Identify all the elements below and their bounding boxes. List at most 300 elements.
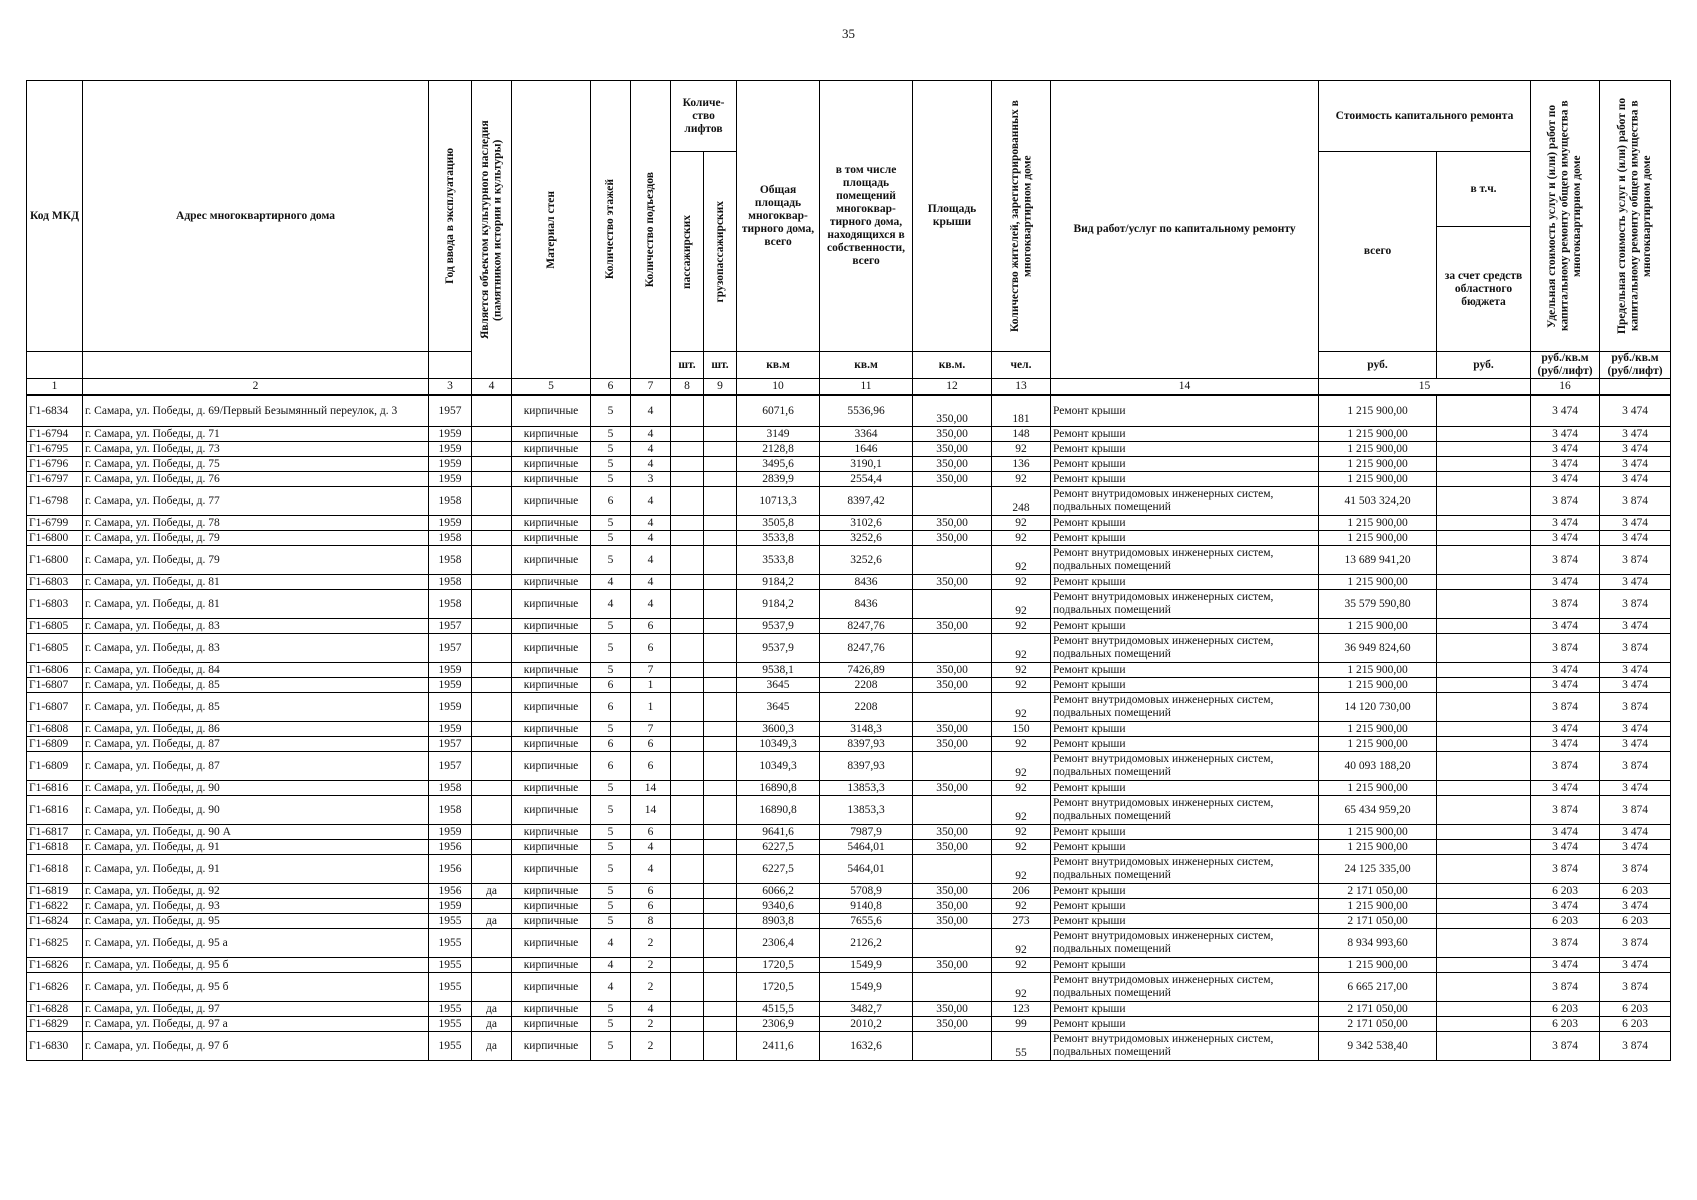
cell-lifts-cargo bbox=[704, 546, 737, 575]
cell-lifts-passenger bbox=[671, 693, 704, 722]
header-heritage: Является объектом культурного наследия (памятником истории и культуры) bbox=[472, 81, 512, 379]
cell-lifts-cargo bbox=[704, 516, 737, 531]
cell-cost-total: 1 215 900,00 bbox=[1319, 395, 1437, 427]
cell-owned-area: 3252,6 bbox=[820, 546, 913, 575]
cell-heritage: да bbox=[472, 884, 512, 899]
cell-lifts-cargo bbox=[704, 737, 737, 752]
cell-address: г. Самара, ул. Победы, д. 95 bbox=[83, 914, 429, 929]
cell-cost-regional bbox=[1437, 575, 1531, 590]
cell-unit-cost: 3 474 bbox=[1531, 663, 1600, 678]
cell-owned-area: 9140,8 bbox=[820, 899, 913, 914]
cell-unit-cost: 3 874 bbox=[1531, 634, 1600, 663]
table-row bbox=[27, 442, 1671, 457]
cell-roof-area bbox=[913, 590, 992, 619]
cell-cost-total: 1 215 900,00 bbox=[1319, 825, 1437, 840]
cell-year: 1959 bbox=[429, 516, 472, 531]
cell-floors: 5 bbox=[591, 427, 631, 442]
cell-total-area: 6066,2 bbox=[737, 884, 820, 899]
cell-roof-area: 350,00 bbox=[913, 840, 992, 855]
cell-owned-area: 5708,9 bbox=[820, 884, 913, 899]
table-row bbox=[27, 929, 1671, 958]
cell-cost-total: 1 215 900,00 bbox=[1319, 781, 1437, 796]
cell-total-area: 10713,3 bbox=[737, 487, 820, 516]
cell-total-area: 9184,2 bbox=[737, 590, 820, 619]
cell-heritage bbox=[472, 663, 512, 678]
cell-unit-cost: 3 874 bbox=[1531, 796, 1600, 825]
cell-unit-cost: 3 474 bbox=[1531, 457, 1600, 472]
cell-heritage bbox=[472, 929, 512, 958]
cell-address: г. Самара, ул. Победы, д. 84 bbox=[83, 663, 429, 678]
cell-owned-area: 5536,96 bbox=[820, 395, 913, 427]
cell-cost-regional bbox=[1437, 929, 1531, 958]
cell-residents: 92 bbox=[992, 958, 1051, 973]
cell-code: Г1-6826 bbox=[27, 958, 83, 973]
table-row bbox=[27, 840, 1671, 855]
cell-roof-area: 350,00 bbox=[913, 619, 992, 634]
table-row bbox=[27, 531, 1671, 546]
cell-walls: кирпичные bbox=[512, 929, 591, 958]
cell-code: Г1-6800 bbox=[27, 531, 83, 546]
header-unit-cost: Удельная стоимость услуг и (или) работ по капитальному ремонту общего имущества в многоквартирном доме bbox=[1531, 81, 1600, 352]
cell-cost-regional bbox=[1437, 752, 1531, 781]
cell-owned-area: 2010,2 bbox=[820, 1017, 913, 1032]
cell-lifts-cargo bbox=[704, 531, 737, 546]
cell-roof-area bbox=[913, 973, 992, 1002]
cell-unit-cost: 3 474 bbox=[1531, 619, 1600, 634]
cell-floors: 5 bbox=[591, 663, 631, 678]
unit-cost-regional: руб. bbox=[1437, 352, 1531, 379]
cell-entrances: 4 bbox=[631, 590, 671, 619]
cell-work-type: Ремонт крыши bbox=[1051, 663, 1319, 678]
cell-walls: кирпичные bbox=[512, 1002, 591, 1017]
cell-heritage bbox=[472, 958, 512, 973]
cell-work-type: Ремонт крыши bbox=[1051, 472, 1319, 487]
cell-cost-total: 6 665 217,00 bbox=[1319, 973, 1437, 1002]
cell-unit-cost: 3 474 bbox=[1531, 575, 1600, 590]
cell-walls: кирпичные bbox=[512, 546, 591, 575]
cell-year: 1955 bbox=[429, 973, 472, 1002]
cell-heritage bbox=[472, 840, 512, 855]
header-work-type: Вид работ/услуг по капитальному ремонту bbox=[1051, 81, 1319, 379]
cell-total-area: 9537,9 bbox=[737, 619, 820, 634]
cell-entrances: 3 bbox=[631, 472, 671, 487]
col-number bbox=[1600, 379, 1671, 396]
cell-cost-regional bbox=[1437, 546, 1531, 575]
cell-lifts-passenger bbox=[671, 840, 704, 855]
cell-cost-regional bbox=[1437, 516, 1531, 531]
cell-heritage bbox=[472, 781, 512, 796]
cell-cost-regional bbox=[1437, 722, 1531, 737]
cell-heritage bbox=[472, 855, 512, 884]
cell-walls: кирпичные bbox=[512, 796, 591, 825]
cell-total-area: 9641,6 bbox=[737, 825, 820, 840]
table-row bbox=[27, 395, 1671, 427]
cell-lifts-passenger bbox=[671, 516, 704, 531]
cell-entrances: 4 bbox=[631, 575, 671, 590]
cell-cost-total: 65 434 959,20 bbox=[1319, 796, 1437, 825]
cell-year: 1958 bbox=[429, 575, 472, 590]
cell-work-type: Ремонт крыши bbox=[1051, 531, 1319, 546]
cell-heritage bbox=[472, 825, 512, 840]
cell-address: г. Самара, ул. Победы, д. 95 а bbox=[83, 929, 429, 958]
cell-address: г. Самара, ул. Победы, д. 92 bbox=[83, 884, 429, 899]
cell-code: Г1-6794 bbox=[27, 427, 83, 442]
cell-residents: 92 bbox=[992, 752, 1051, 781]
cell-year: 1959 bbox=[429, 442, 472, 457]
cell-unit-cost: 6 203 bbox=[1531, 884, 1600, 899]
unit-residents: чел. bbox=[992, 352, 1051, 379]
cell-address: г. Самара, ул. Победы, д. 95 б bbox=[83, 958, 429, 973]
cell-total-area: 10349,3 bbox=[737, 737, 820, 752]
cell-code: Г1-6796 bbox=[27, 457, 83, 472]
cell-residents: 92 bbox=[992, 796, 1051, 825]
cell-entrances: 6 bbox=[631, 634, 671, 663]
cell-year: 1959 bbox=[429, 678, 472, 693]
header-max-cost: Предельная стоимость услуг и (или) работ по капитальному ремонту общего имущества в многоквартирном доме bbox=[1600, 81, 1671, 352]
col-number: 16 bbox=[1531, 379, 1600, 396]
cell-residents: 92 bbox=[992, 855, 1051, 884]
cell-roof-area bbox=[913, 752, 992, 781]
cell-total-area: 16890,8 bbox=[737, 796, 820, 825]
cell-lifts-passenger bbox=[671, 472, 704, 487]
cell-address: г. Самара, ул. Победы, д. 93 bbox=[83, 899, 429, 914]
cell-code: Г1-6818 bbox=[27, 840, 83, 855]
cell-lifts-passenger bbox=[671, 958, 704, 973]
cell-max-cost: 3 474 bbox=[1600, 457, 1671, 472]
cell-entrances: 4 bbox=[631, 546, 671, 575]
cell-work-type: Ремонт крыши bbox=[1051, 395, 1319, 427]
cell-year: 1959 bbox=[429, 427, 472, 442]
cell-unit-cost: 6 203 bbox=[1531, 1002, 1600, 1017]
cell-year: 1959 bbox=[429, 663, 472, 678]
cell-max-cost: 3 474 bbox=[1600, 575, 1671, 590]
cell-year: 1959 bbox=[429, 472, 472, 487]
cell-lifts-passenger bbox=[671, 884, 704, 899]
col-number: 8 bbox=[671, 379, 704, 396]
cell-year: 1955 bbox=[429, 929, 472, 958]
cell-cost-regional bbox=[1437, 531, 1531, 546]
cell-total-area: 8903,8 bbox=[737, 914, 820, 929]
cell-residents: 92 bbox=[992, 516, 1051, 531]
cell-heritage bbox=[472, 546, 512, 575]
cell-address: г. Самара, ул. Победы, д. 85 bbox=[83, 693, 429, 722]
cell-code: Г1-6824 bbox=[27, 914, 83, 929]
cell-address: г. Самара, ул. Победы, д. 90 А bbox=[83, 825, 429, 840]
cell-max-cost: 3 474 bbox=[1600, 531, 1671, 546]
cell-year: 1955 bbox=[429, 1002, 472, 1017]
cell-residents: 99 bbox=[992, 1017, 1051, 1032]
cell-floors: 6 bbox=[591, 737, 631, 752]
cell-cost-regional bbox=[1437, 663, 1531, 678]
cell-work-type: Ремонт внутридомовых инженерных систем, подвальных помещений bbox=[1051, 590, 1319, 619]
cell-total-area: 9538,1 bbox=[737, 663, 820, 678]
table-row bbox=[27, 472, 1671, 487]
cell-floors: 5 bbox=[591, 1017, 631, 1032]
cell-lifts-passenger bbox=[671, 899, 704, 914]
cell-owned-area: 3364 bbox=[820, 427, 913, 442]
cell-lifts-cargo bbox=[704, 487, 737, 516]
cell-unit-cost: 3 474 bbox=[1531, 442, 1600, 457]
cell-entrances: 4 bbox=[631, 531, 671, 546]
cell-roof-area bbox=[913, 487, 992, 516]
cell-work-type: Ремонт внутридомовых инженерных систем, подвальных помещений bbox=[1051, 546, 1319, 575]
cell-address: г. Самара, ул. Победы, д. 73 bbox=[83, 442, 429, 457]
cell-cost-regional bbox=[1437, 619, 1531, 634]
cell-roof-area bbox=[913, 929, 992, 958]
cell-address: г. Самара, ул. Победы, д. 90 bbox=[83, 781, 429, 796]
col-number: 1 bbox=[27, 379, 83, 396]
cell-max-cost: 6 203 bbox=[1600, 1017, 1671, 1032]
cell-unit-cost: 3 474 bbox=[1531, 395, 1600, 427]
cell-heritage bbox=[472, 590, 512, 619]
cell-unit-cost: 3 874 bbox=[1531, 1032, 1600, 1061]
cell-total-area: 1720,5 bbox=[737, 973, 820, 1002]
cell-cost-regional bbox=[1437, 472, 1531, 487]
col-number: 10 bbox=[737, 379, 820, 396]
cell-owned-area: 3102,6 bbox=[820, 516, 913, 531]
cell-roof-area bbox=[913, 634, 992, 663]
cell-cost-regional bbox=[1437, 457, 1531, 472]
cell-roof-area: 350,00 bbox=[913, 457, 992, 472]
cell-total-area: 3645 bbox=[737, 693, 820, 722]
cell-walls: кирпичные bbox=[512, 634, 591, 663]
col-number: 15 bbox=[1319, 379, 1531, 396]
cell-code: Г1-6803 bbox=[27, 575, 83, 590]
cell-cost-total: 13 689 941,20 bbox=[1319, 546, 1437, 575]
cell-address: г. Самара, ул. Победы, д. 87 bbox=[83, 737, 429, 752]
col-number: 11 bbox=[820, 379, 913, 396]
cell-cost-total: 1 215 900,00 bbox=[1319, 472, 1437, 487]
cell-lifts-passenger bbox=[671, 395, 704, 427]
table-row bbox=[27, 693, 1671, 722]
cell-roof-area bbox=[913, 546, 992, 575]
cell-lifts-passenger bbox=[671, 796, 704, 825]
cell-roof-area: 350,00 bbox=[913, 531, 992, 546]
cell-lifts-cargo bbox=[704, 575, 737, 590]
cell-year: 1956 bbox=[429, 884, 472, 899]
header-lifts-cargo: грузопассажирских bbox=[704, 152, 737, 352]
unit-max-cost: руб./кв.м (руб/лифт) bbox=[1600, 352, 1671, 379]
table-row bbox=[27, 575, 1671, 590]
cell-floors: 6 bbox=[591, 693, 631, 722]
cell-cost-total: 41 503 324,20 bbox=[1319, 487, 1437, 516]
cell-walls: кирпичные bbox=[512, 678, 591, 693]
cell-address: г. Самара, ул. Победы, д. 76 bbox=[83, 472, 429, 487]
cell-lifts-cargo bbox=[704, 472, 737, 487]
col-number: 14 bbox=[1051, 379, 1319, 396]
unit-owned-area: кв.м bbox=[820, 352, 913, 379]
cell-lifts-passenger bbox=[671, 531, 704, 546]
col-number: 6 bbox=[591, 379, 631, 396]
cell-cost-regional bbox=[1437, 634, 1531, 663]
col-number: 13 bbox=[992, 379, 1051, 396]
cell-owned-area: 8247,76 bbox=[820, 619, 913, 634]
cell-roof-area: 350,00 bbox=[913, 575, 992, 590]
cell-year: 1959 bbox=[429, 722, 472, 737]
table-row bbox=[27, 590, 1671, 619]
cell-cost-total: 1 215 900,00 bbox=[1319, 442, 1437, 457]
cell-max-cost: 3 474 bbox=[1600, 395, 1671, 427]
cell-residents: 92 bbox=[992, 678, 1051, 693]
cell-max-cost: 3 874 bbox=[1600, 590, 1671, 619]
cell-cost-regional bbox=[1437, 914, 1531, 929]
cell-total-area: 9340,6 bbox=[737, 899, 820, 914]
cell-cost-regional bbox=[1437, 1017, 1531, 1032]
cell-entrances: 6 bbox=[631, 752, 671, 781]
cell-max-cost: 3 474 bbox=[1600, 516, 1671, 531]
cell-heritage: да bbox=[472, 914, 512, 929]
cell-lifts-cargo bbox=[704, 693, 737, 722]
header-walls: Материал стен bbox=[512, 81, 591, 379]
cell-unit-cost: 3 474 bbox=[1531, 840, 1600, 855]
cell-heritage: да bbox=[472, 1002, 512, 1017]
cell-cost-regional bbox=[1437, 825, 1531, 840]
cell-code: Г1-6817 bbox=[27, 825, 83, 840]
cell-lifts-passenger bbox=[671, 825, 704, 840]
cell-unit-cost: 3 474 bbox=[1531, 678, 1600, 693]
cell-floors: 5 bbox=[591, 825, 631, 840]
cell-walls: кирпичные bbox=[512, 722, 591, 737]
cell-year: 1959 bbox=[429, 825, 472, 840]
cell-total-area: 2306,9 bbox=[737, 1017, 820, 1032]
cell-residents: 92 bbox=[992, 929, 1051, 958]
cell-entrances: 4 bbox=[631, 487, 671, 516]
cell-work-type: Ремонт внутридомовых инженерных систем, подвальных помещений bbox=[1051, 855, 1319, 884]
table-row bbox=[27, 678, 1671, 693]
table-row bbox=[27, 722, 1671, 737]
cell-heritage bbox=[472, 693, 512, 722]
cell-address: г. Самара, ул. Победы, д. 71 bbox=[83, 427, 429, 442]
cell-floors: 4 bbox=[591, 958, 631, 973]
cell-owned-area: 8436 bbox=[820, 590, 913, 619]
cell-floors: 5 bbox=[591, 619, 631, 634]
cell-owned-area: 2208 bbox=[820, 693, 913, 722]
cell-walls: кирпичные bbox=[512, 395, 591, 427]
cell-cost-regional bbox=[1437, 840, 1531, 855]
table-row bbox=[27, 1002, 1671, 1017]
cell-year: 1958 bbox=[429, 531, 472, 546]
cell-residents: 92 bbox=[992, 619, 1051, 634]
cell-year: 1957 bbox=[429, 619, 472, 634]
cell-unit-cost: 3 474 bbox=[1531, 722, 1600, 737]
cell-entrances: 4 bbox=[631, 442, 671, 457]
cell-code: Г1-6822 bbox=[27, 899, 83, 914]
cell-lifts-cargo bbox=[704, 781, 737, 796]
table-row bbox=[27, 619, 1671, 634]
cell-floors: 5 bbox=[591, 722, 631, 737]
cell-walls: кирпичные bbox=[512, 457, 591, 472]
cell-floors: 5 bbox=[591, 1032, 631, 1061]
cell-floors: 5 bbox=[591, 914, 631, 929]
cell-residents: 92 bbox=[992, 899, 1051, 914]
cell-heritage bbox=[472, 427, 512, 442]
cell-cost-total: 2 171 050,00 bbox=[1319, 914, 1437, 929]
cell-unit-cost: 3 874 bbox=[1531, 855, 1600, 884]
cell-heritage bbox=[472, 457, 512, 472]
cell-lifts-cargo bbox=[704, 973, 737, 1002]
cell-entrances: 2 bbox=[631, 1017, 671, 1032]
header-owned-area: в том числе площадь помещений многоквар-тирного дома, находящихся в собственности, всего bbox=[820, 81, 913, 352]
cell-max-cost: 3 874 bbox=[1600, 546, 1671, 575]
cell-lifts-cargo bbox=[704, 899, 737, 914]
cell-lifts-cargo bbox=[704, 1032, 737, 1061]
cell-unit-cost: 3 474 bbox=[1531, 825, 1600, 840]
cell-roof-area: 350,00 bbox=[913, 884, 992, 899]
cell-work-type: Ремонт внутридомовых инженерных систем, подвальных помещений bbox=[1051, 929, 1319, 958]
cell-roof-area: 350,00 bbox=[913, 722, 992, 737]
table-row bbox=[27, 516, 1671, 531]
cell-total-area: 9184,2 bbox=[737, 575, 820, 590]
cell-cost-total: 1 215 900,00 bbox=[1319, 531, 1437, 546]
cell-total-area: 10349,3 bbox=[737, 752, 820, 781]
cell-cost-total: 1 215 900,00 bbox=[1319, 619, 1437, 634]
cell-floors: 5 bbox=[591, 516, 631, 531]
cell-walls: кирпичные bbox=[512, 884, 591, 899]
cell-walls: кирпичные bbox=[512, 781, 591, 796]
cell-max-cost: 3 474 bbox=[1600, 678, 1671, 693]
cell-walls: кирпичные bbox=[512, 590, 591, 619]
cell-unit-cost: 6 203 bbox=[1531, 1017, 1600, 1032]
cell-floors: 5 bbox=[591, 457, 631, 472]
cell-max-cost: 3 874 bbox=[1600, 929, 1671, 958]
cell-lifts-passenger bbox=[671, 1032, 704, 1061]
cell-year: 1957 bbox=[429, 752, 472, 781]
cell-code: Г1-6800 bbox=[27, 546, 83, 575]
cell-cost-total: 8 934 993,60 bbox=[1319, 929, 1437, 958]
cell-roof-area: 350,00 bbox=[913, 781, 992, 796]
cell-year: 1957 bbox=[429, 634, 472, 663]
cell-cost-total: 2 171 050,00 bbox=[1319, 1017, 1437, 1032]
cell-address: г. Самара, ул. Победы, д. 78 bbox=[83, 516, 429, 531]
cell-entrances: 4 bbox=[631, 855, 671, 884]
cell-owned-area: 5464,01 bbox=[820, 840, 913, 855]
cell-lifts-cargo bbox=[704, 663, 737, 678]
cell-lifts-cargo bbox=[704, 619, 737, 634]
cell-entrances: 4 bbox=[631, 1002, 671, 1017]
cell-roof-area: 350,00 bbox=[913, 825, 992, 840]
cell-entrances: 8 bbox=[631, 914, 671, 929]
cell-lifts-cargo bbox=[704, 825, 737, 840]
cell-lifts-cargo bbox=[704, 634, 737, 663]
cell-entrances: 6 bbox=[631, 737, 671, 752]
cell-year: 1958 bbox=[429, 487, 472, 516]
cell-code: Г1-6829 bbox=[27, 1017, 83, 1032]
cell-lifts-cargo bbox=[704, 590, 737, 619]
cell-max-cost: 3 474 bbox=[1600, 442, 1671, 457]
cell-owned-area: 7655,6 bbox=[820, 914, 913, 929]
cell-code: Г1-6826 bbox=[27, 973, 83, 1002]
cell-cost-total: 2 171 050,00 bbox=[1319, 884, 1437, 899]
cell-cost-regional bbox=[1437, 884, 1531, 899]
cell-heritage bbox=[472, 487, 512, 516]
cell-max-cost: 3 474 bbox=[1600, 781, 1671, 796]
cell-entrances: 1 bbox=[631, 678, 671, 693]
header-lifts: Количе-ство лифтов bbox=[671, 81, 737, 152]
cell-heritage bbox=[472, 442, 512, 457]
header-cost: Стоимость капитального ремонта bbox=[1319, 81, 1531, 152]
cell-floors: 4 bbox=[591, 973, 631, 1002]
cell-walls: кирпичные bbox=[512, 516, 591, 531]
cell-roof-area: 350,00 bbox=[913, 899, 992, 914]
cell-year: 1958 bbox=[429, 796, 472, 825]
cell-walls: кирпичные bbox=[512, 487, 591, 516]
cell-cost-regional bbox=[1437, 1002, 1531, 1017]
unit-code bbox=[27, 352, 83, 379]
cell-unit-cost: 3 874 bbox=[1531, 973, 1600, 1002]
cell-total-area: 2306,4 bbox=[737, 929, 820, 958]
cell-unit-cost: 3 474 bbox=[1531, 516, 1600, 531]
cell-lifts-cargo bbox=[704, 427, 737, 442]
